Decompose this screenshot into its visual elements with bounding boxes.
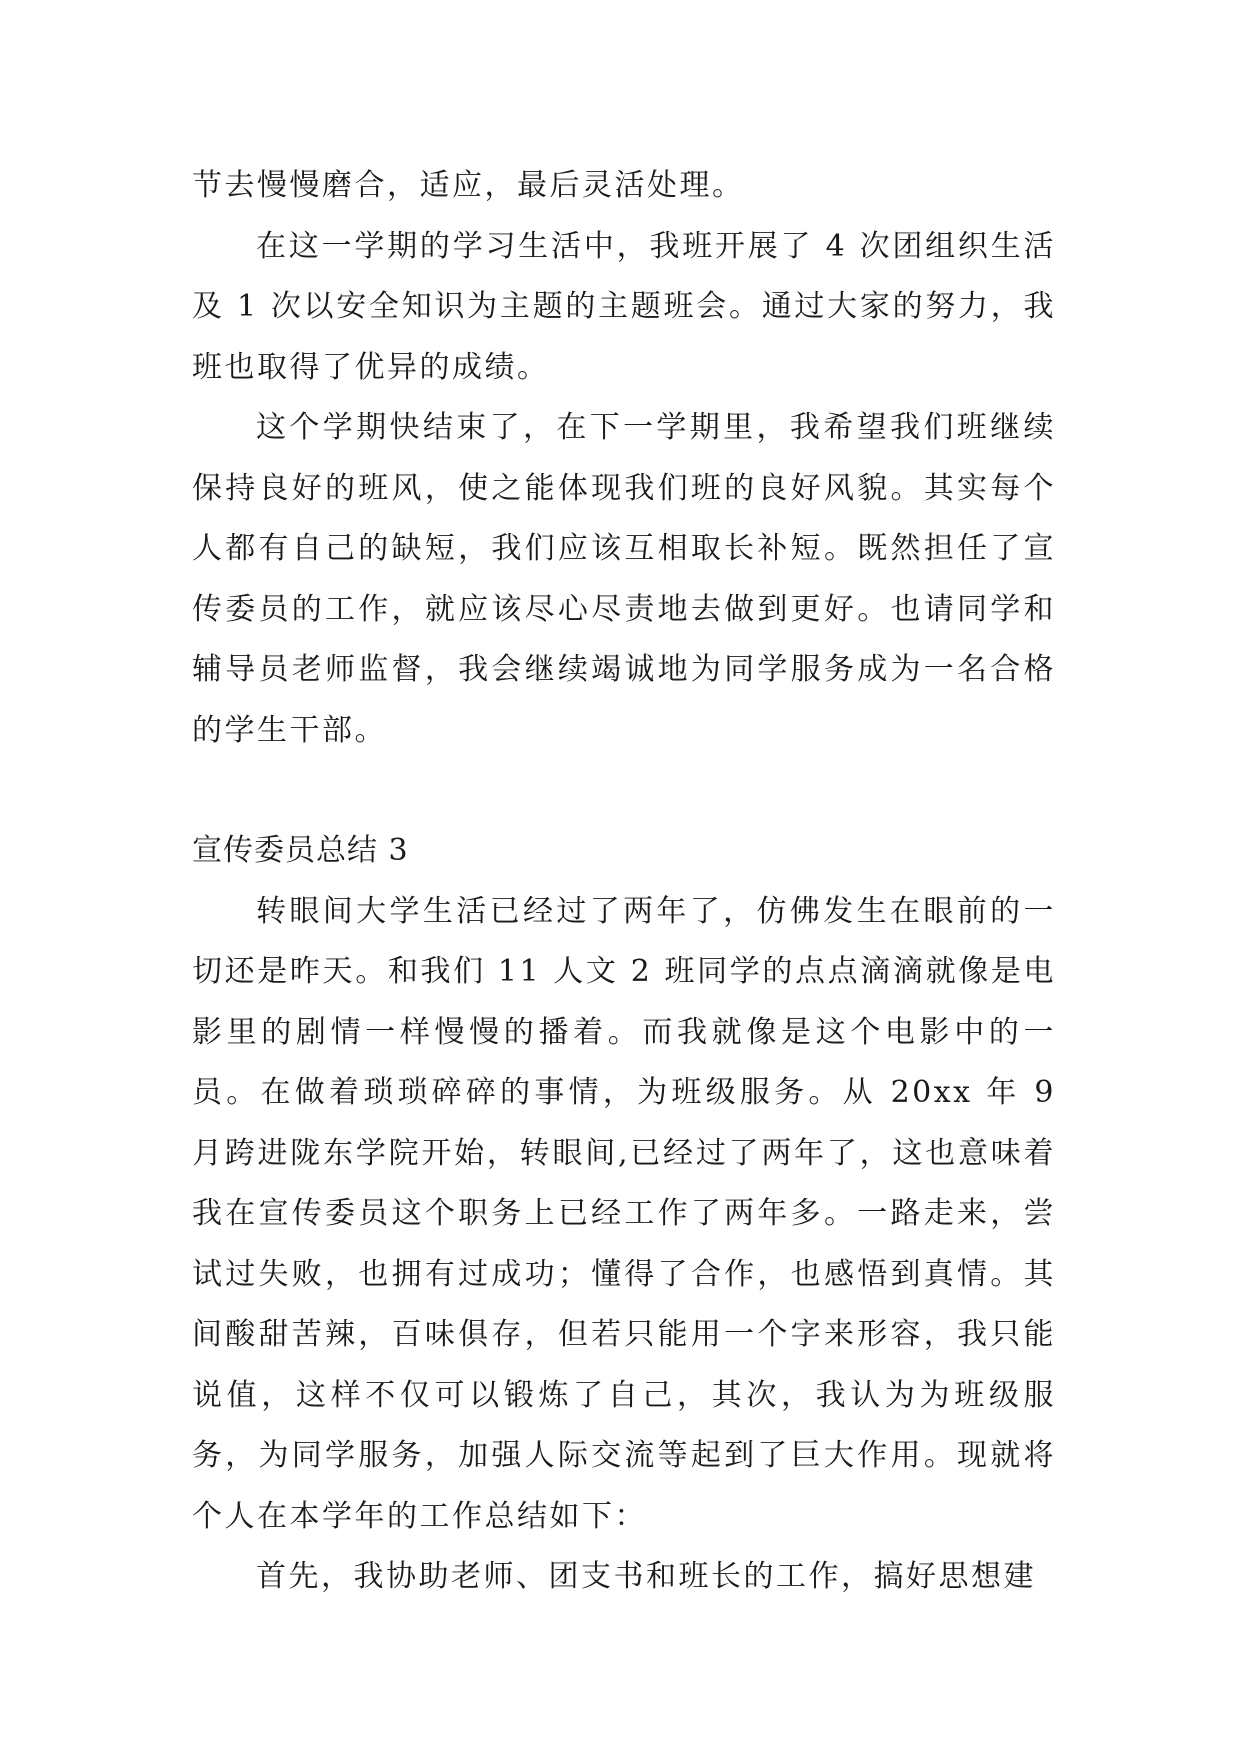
paragraph-activities: 在这一学期的学习生活中，我班开展了 4 次团组织生活及 1 次以安全知识为主题的主题班会。通过大家的努力，我班也取得了优异的成绩。 bbox=[192, 228, 1056, 385]
paragraph-intro: 节去慢慢磨合，适应，最后灵活处理。 bbox=[192, 168, 745, 203]
paragraph-first: 首先，我协助老师、团支书和班长的工作，搞好思想建 bbox=[256, 1559, 1036, 1594]
paragraph-summary: 转眼间大学生活已经过了两年了，仿佛发生在眼前的一切还是昨天。和我们 11 人文 2 班同学的点点滴滴就像是电影里的剧情一样慢慢的播着。而我就像是这个电影中的一员。在做着琐琐碎碎的事情，为班级服务。从 20xx 年 9 月跨进陇东学院开始，转眼间,已经过了两年了，这也意味着我在宣传委员这个职务上已经工作了两年多。一路走来，尝试过失败，也拥有过成功；懂得了合作，也感悟到真情。其间酸甜苦辣，百味俱存，但若只能用一个字来形容，我只能说值，这样不仅可以锻炼了自己，其次，我认为为班级服务，为同学服务，加强人际交流等起到了巨大作用。现就将个人在本学年的工作总结如下： bbox=[192, 893, 1056, 1534]
section-heading: 宣传委员总结 3 bbox=[192, 833, 409, 868]
section-spacer bbox=[192, 761, 1056, 821]
paragraph-hopes: 这个学期快结束了，在下一学期里，我希望我们班继续保持良好的班风，使之能体现我们班的良好风貌。其实每个人都有自己的缺短，我们应该互相取长补短。既然担任了宣传委员的工作，就应该尽心尽责地去做到更好。也请同学和辅导员老师监督，我会继续竭诚地为同学服务成为一名合格的学生干部。 bbox=[192, 410, 1056, 748]
document-body bbox=[192, 156, 1056, 1608]
